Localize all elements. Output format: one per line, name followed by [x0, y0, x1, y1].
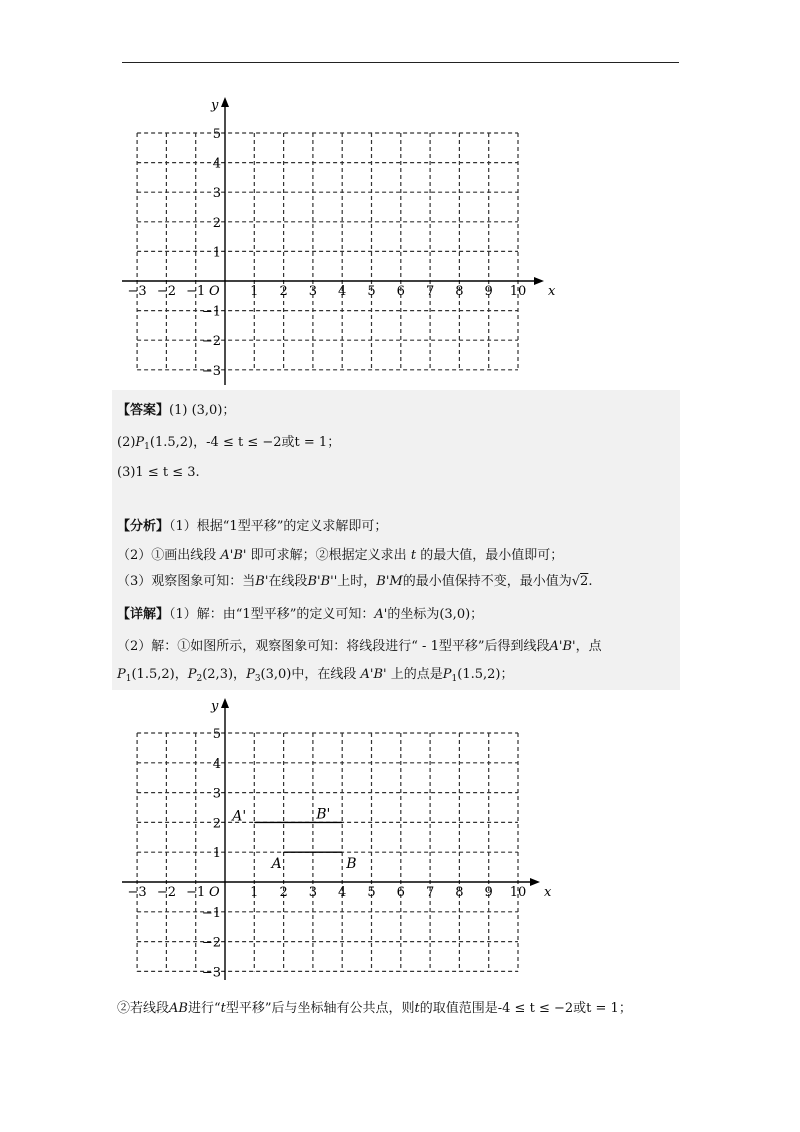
point-B-label: B — [346, 856, 357, 873]
x-tick-label: −3 — [127, 885, 147, 900]
answer-line-2: $(2)P_1(1.5,2)$，-4 ≤ t ≤ −2或t = 1； — [117, 435, 341, 452]
x-tick-label: 5 — [367, 885, 376, 900]
x-axis-label: x — [548, 284, 556, 299]
x-axis-label: x — [544, 885, 552, 900]
coordinate-grid-empty — [112, 95, 556, 387]
analysis-line-1: 【分析】（1）根据“1型平移”的定义求解即可； — [117, 519, 388, 534]
x-tick-label: 8 — [455, 885, 464, 900]
point-A-label: A — [271, 856, 282, 873]
x-tick-label: −2 — [156, 284, 176, 299]
origin-label: O — [209, 284, 220, 299]
y-tick-label: −2 — [201, 334, 221, 350]
y-tick-label: 4 — [212, 756, 221, 772]
analysis-line-3: （3）观察图象可知：当B'在线段B'B''上时，B'M的最小值保持不变，最小值为√2. — [117, 574, 593, 589]
y-tick-label: 5 — [212, 127, 221, 142]
analysis-tag: 【分析】 — [117, 519, 170, 534]
y-tick-label: 2 — [212, 816, 221, 832]
x-tick-label: 6 — [396, 885, 405, 900]
answer-3-range: 1 ≤ t ≤ 3 — [135, 465, 196, 480]
y-tick-label: −1 — [201, 905, 221, 921]
y-tick-label: 2 — [212, 215, 221, 231]
y-tick-label: 5 — [212, 727, 221, 742]
x-axis-arrow — [534, 277, 544, 285]
detail-line-3: $P_1(1.5,2)$，$P_2(2,3)$，$P_3(3,0)$中，在线段 A'B' 上的点是$P_1(1.5,2)$； — [117, 667, 514, 684]
sqrt-sign: √ — [571, 574, 581, 589]
x-tick-label: 1 — [250, 284, 259, 299]
x-tick-label: 10 — [509, 885, 527, 900]
y-tick-label: 1 — [212, 846, 221, 862]
origin-label: O — [209, 885, 220, 900]
x-tick-label: 2 — [279, 885, 288, 900]
detail-tag: 【详解】 — [117, 607, 170, 622]
x-tick-label: 4 — [338, 885, 347, 900]
x-tick-label: 8 — [455, 284, 464, 299]
y-axis-arrow — [221, 698, 229, 708]
x-tick-label: 3 — [308, 284, 318, 299]
y-tick-label: −2 — [201, 935, 221, 951]
x-tick-label: 3 — [308, 885, 318, 900]
x-tick-label: 4 — [338, 284, 347, 299]
y-axis-label: y — [211, 98, 219, 113]
answer-line-3: (3)1 ≤ t ≤ 3. — [117, 465, 200, 480]
answer-line-1: 【答案】(1) (3,0)； — [117, 403, 236, 418]
y-tick-label: 4 — [212, 156, 221, 172]
x-tick-label: −2 — [156, 885, 176, 900]
x-tick-label: 9 — [484, 284, 493, 299]
y-tick-label: −1 — [201, 304, 221, 320]
answer-tag: 【答案】 — [117, 403, 170, 418]
point-B-prime-label: B' — [316, 806, 331, 823]
y-tick-label: −3 — [201, 363, 221, 379]
grid-svg-1 — [112, 95, 556, 387]
y-axis-label: y — [211, 699, 219, 714]
x-tick-label: 2 — [279, 284, 288, 299]
x-axis-arrow — [530, 878, 540, 886]
x-tick-label: 10 — [509, 284, 527, 299]
y-tick-label: 3 — [212, 186, 221, 202]
x-tick-label: −3 — [127, 284, 147, 299]
y-tick-label: 1 — [212, 245, 221, 261]
detail-line-1: 【详解】（1）解：由“1型平移”的定义可知：A'的坐标为(3,0)； — [117, 607, 484, 622]
grid-svg-2 — [112, 694, 552, 984]
analysis-line-2: （2）①画出线段 A'B' 即可求解；②根据定义求出 t 的最大值，最小值即可； — [117, 548, 564, 563]
x-tick-label: 1 — [250, 885, 259, 900]
x-tick-label: 9 — [484, 885, 493, 900]
x-tick-label: 5 — [367, 284, 376, 299]
x-tick-label: −1 — [186, 885, 206, 900]
x-tick-label: 7 — [425, 885, 435, 900]
coordinate-grid-with-segments — [112, 694, 552, 984]
x-tick-label: −1 — [186, 284, 206, 299]
final-range: -4 ≤ t ≤ −2 — [497, 1001, 574, 1016]
y-tick-label: 3 — [212, 786, 221, 802]
point-A-prime-label: A' — [232, 808, 247, 825]
detail-line-2: （2）解：①如图所示，观察图象可知：将线段进行“ - 1型平移”后得到线段A'B'，点 — [117, 639, 602, 654]
x-tick-label: 7 — [425, 284, 435, 299]
page-top-rule — [122, 62, 679, 63]
x-tick-label: 6 — [396, 284, 405, 299]
final-line: ②若线段AB进行“t型平移”后与坐标轴有公共点，则t的取值范围是-4 ≤ t ≤ −2或t = 1； — [117, 1001, 632, 1016]
answer-1-value: (3,0) — [191, 403, 223, 418]
answer-2-range: -4 ≤ t ≤ −2 — [206, 435, 282, 450]
y-axis-arrow — [221, 97, 229, 107]
y-tick-label: −3 — [201, 965, 221, 981]
